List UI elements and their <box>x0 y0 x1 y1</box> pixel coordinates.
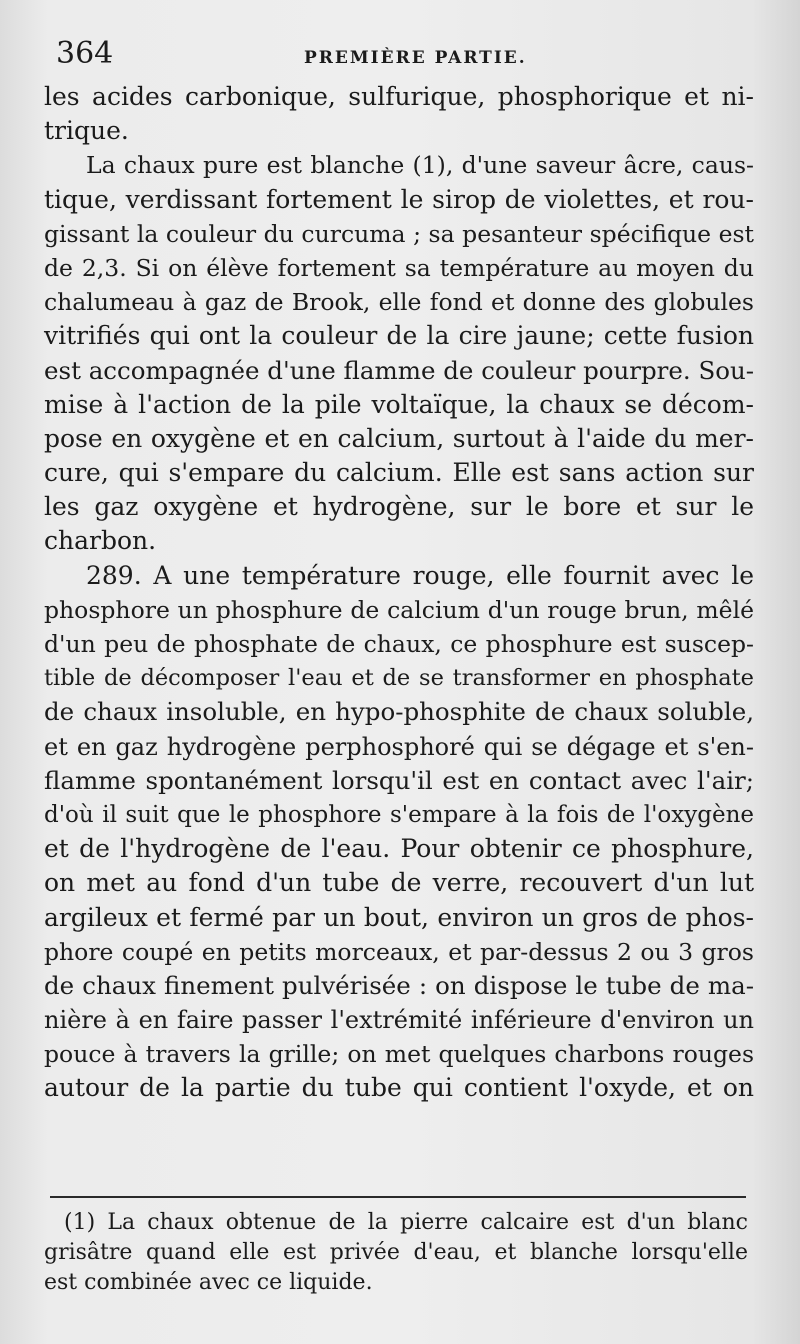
text-line: charbon. <box>44 526 157 556</box>
text-line: les acides carbonique, sulfurique, phosphorique et ni- <box>44 82 754 111</box>
running-head: PREMIÈRE PARTIE. <box>304 48 527 68</box>
text-line: tique, verdissant fortement le sirop de violettes, et rou- <box>44 184 754 214</box>
text-line: chalumeau à gaz de Brook, elle fond et donne des globules <box>44 288 754 317</box>
page-number: 364 <box>56 36 114 71</box>
text-line: cure, qui s'empare du calcium. Elle est sans action sur <box>44 458 754 488</box>
text-line: trique. <box>44 116 129 146</box>
text-line: d'un peu de phosphate de chaux, ce phosphure est suscep- <box>44 630 754 658</box>
main-text <box>44 80 754 1106</box>
text-line: de chaux finement pulvérisée : on dispose le tube de ma- <box>44 970 754 1000</box>
page-header <box>52 30 752 80</box>
text-line: La chaux pure est blanche (1), d'une saveur âcre, caus- <box>86 151 754 180</box>
text-line: phosphore un phosphure de calcium d'un rouge brun, mêlé <box>44 595 754 624</box>
footnote-line: est combinée avec ce liquide. <box>44 1270 373 1295</box>
text-line: nière à en faire passer l'extrémité inférieure d'environ un <box>44 1006 754 1035</box>
text-line: et de l'hydrogène de l'eau. Pour obtenir ce phosphure, <box>44 834 754 864</box>
text-line: vitrifiés qui ont la couleur de la cire jaune; cette fusion <box>44 321 754 351</box>
text-line: tible de décomposer l'eau et de se transformer en phosphate <box>44 665 754 692</box>
text-line: et en gaz hydrogène perphosphoré qui se dégage et s'en- <box>44 732 754 761</box>
text-line: argileux et fermé par un bout, environ un gros de phos- <box>44 902 754 932</box>
footnote-divider <box>50 1196 746 1198</box>
text-line: d'où il suit que le phosphore s'empare à la fois de l'oxygène <box>44 801 754 828</box>
footnote-line: grisâtre quand elle est privée d'eau, et blanche lorsqu'elle <box>44 1240 748 1265</box>
text-line: de chaux insoluble, en hypo-phosphite de chaux soluble, <box>44 697 754 727</box>
text-line: est accompagnée d'une flamme de couleur pourpre. Sou- <box>44 355 755 385</box>
footnote <box>44 1208 748 1298</box>
text-line: 289. A une température rouge, elle fournit avec le <box>86 560 754 590</box>
footnote-line: (1) La chaux obtenue de la pierre calcaire est d'un blanc <box>64 1210 748 1235</box>
text-line: phore coupé en petits morceaux, et par-dessus 2 ou 3 gros <box>44 937 754 966</box>
text-line: mise à l'action de la pile voltaïque, la chaux se décom- <box>44 389 754 419</box>
text-line: on met au fond d'un tube de verre, recouvert d'un lut <box>44 868 754 898</box>
text-line: pouce à travers la grille; on met quelques charbons rouges <box>44 1040 754 1069</box>
text-line: flamme spontanément lorsqu'il est en contact avec l'air; <box>44 765 754 795</box>
text-line: les gaz oxygène et hydrogène, sur le bore et sur le <box>44 492 754 522</box>
text-line: autour de la partie du tube qui contient l'oxyde, et on <box>44 1073 754 1103</box>
text-line: de 2,3. Si on élève fortement sa température au moyen du <box>44 253 754 282</box>
text-line: gissant la couleur du curcuma ; sa pesanteur spécifique est <box>44 219 754 248</box>
text-line: pose en oxygène et en calcium, surtout à l'aide du mer- <box>44 423 754 453</box>
